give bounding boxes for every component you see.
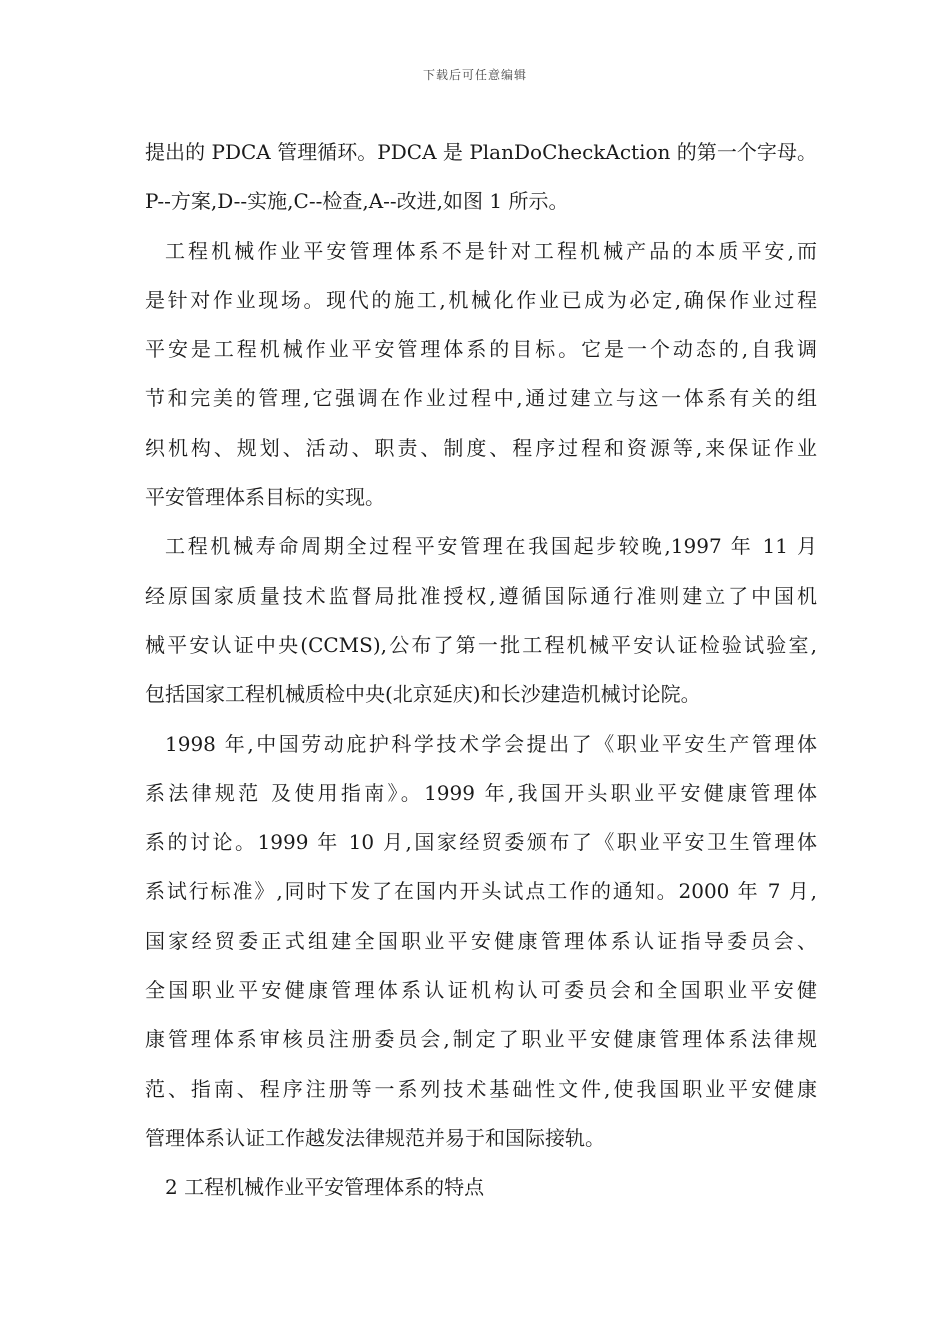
text-line: 全国职业平安健康管理体系认证机构认可委员会和全国职业平安健 (145, 978, 817, 1003)
document-body (145, 128, 817, 1213)
text-line: 节和完美的管理,它强调在作业过程中,通过建立与这一体系有关的组 (145, 386, 817, 411)
text-line: 包括国家工程机械质检中央(北京延庆)和长沙建造机械讨论院。 (145, 682, 701, 707)
text-line: 系的讨论。1999 年 10 月,国家经贸委颁布了《职业平安卫生管理体 (145, 830, 817, 855)
text-line: 系试行标准》,同时下发了在国内开头试点工作的通知。2000 年 7 月, (145, 879, 817, 904)
text-line: 经原国家质量技术监督局批准授权,遵循国际通行准则建立了中国机 (145, 583, 817, 608)
text-line: 康管理体系审核员注册委员会,制定了职业平安健康管理体系法律规 (145, 1027, 817, 1052)
text-line: 平安管理体系目标的实现。 (145, 485, 385, 510)
text-line: 提出的 PDCA 管理循环。PDCA 是 PlanDoCheckAction 的第一个字母。 (145, 140, 817, 164)
text-line: 械平安认证中央(CCMS),公布了第一批工程机械平安认证检验试验室, (145, 632, 817, 657)
text-line: 管理体系认证工作越发法律规范并易于和国际接轨。 (145, 1125, 605, 1150)
text-line: 是针对作业现场。现代的施工,机械化作业已成为必定,确保作业过程 (145, 287, 817, 312)
text-line: 系法律规范 及使用指南》。1999 年,我国开头职业平安健康管理体 (145, 780, 817, 805)
page-header: 下载后可任意编辑 (422, 68, 527, 82)
section-heading: 2 工程机械作业平安管理体系的特点 (165, 1175, 485, 1200)
text-line: 平安是工程机械作业平安管理体系的目标。它是一个动态的,自我调 (145, 337, 817, 362)
text-line: P--方案,D--实施,C--检查,A--改进,如图 1 所示。 (145, 189, 569, 214)
text-line: 国家经贸委正式组建全国职业平安健康管理体系认证指导委员会、 (145, 928, 817, 953)
text-line: 1998 年,中国劳动庇护科学技术学会提出了《职业平安生产管理体 (165, 731, 817, 756)
text-line: 织机构、规划、活动、职责、制度、程序过程和资源等,来保证作业 (145, 435, 817, 460)
text-line: 工程机械作业平安管理体系不是针对工程机械产品的本质平安,而 (165, 238, 817, 263)
text-line: 工程机械寿命周期全过程平安管理在我国起步较晚,1997 年 11 月 (165, 534, 817, 559)
text-line: 范、指南、程序注册等一系列技术基础性文件,使我国职业平安健康 (145, 1076, 817, 1101)
